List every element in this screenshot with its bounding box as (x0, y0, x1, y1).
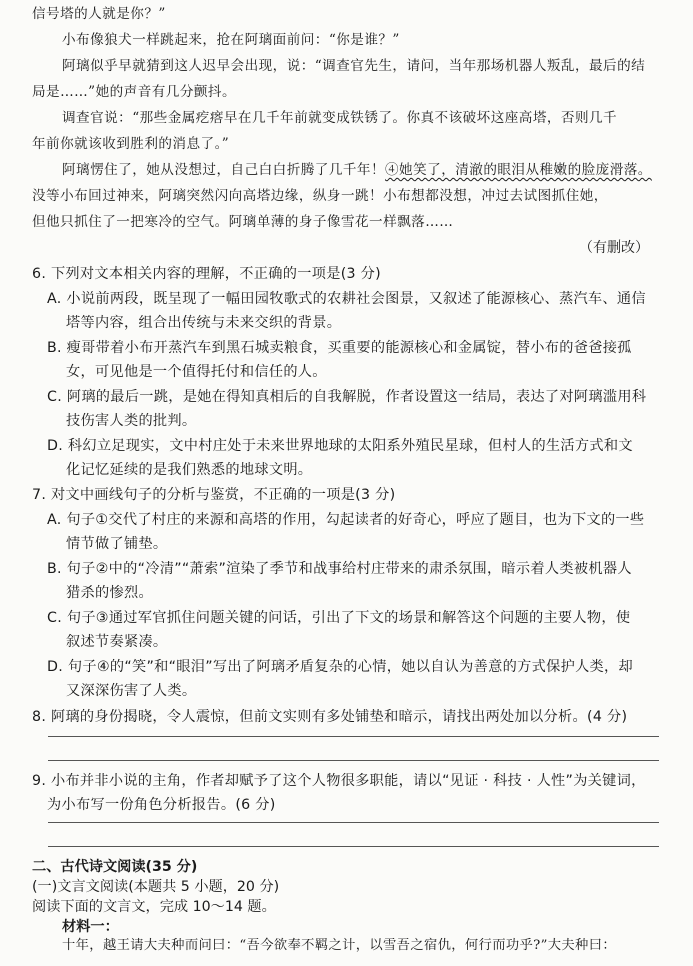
question-6-option-b: B. 瘦哥带着小布开蒸汽车到黑石城卖粮食，买重要的能源核心和金属锭，替小布的爸爸接孤 (47, 340, 632, 356)
story-line: 信号塔的人就是你？” (32, 6, 166, 22)
question-6-option-c-cont: 技伤害人类的批判。 (66, 413, 197, 429)
section-title: 二、古代诗文阅读(35 分) (32, 859, 198, 875)
classical-line: 十年，越王请大夫种而问曰：“吾今欲奉不羁之计，以雪吾之宿仇，何行而功乎?”大夫种曰： (62, 938, 617, 953)
question-8: 8. 阿璃的身份揭晓，令人震惊，但前文实则有多处铺垫和暗示，请找出两处加以分析。(4 分) (32, 709, 628, 725)
question-7-option-d: D. 句子④的“笑”和“眼泪”写出了阿璃矛盾复杂的心情，她以自认为善意的方式保护人类，却 (47, 659, 634, 675)
question-6-stem: 6. 下列对文本相关内容的理解，不正确的一项是(3 分) (32, 266, 381, 282)
question-6-option-c: C. 阿璃的最后一跳，是她在得知真相后的自我解脱，作者设置这一结局，表达了对阿璃滥用科 (47, 389, 647, 405)
question-6-option-b-cont: 女，可见他是一个值得托付和信任的人。 (66, 364, 327, 380)
question-6-option-d-cont: 化记忆延续的是我们熟悉的地球文明。 (66, 462, 313, 478)
source-note: （有删改） (579, 240, 649, 256)
question-9-cont: 为小布写一份角色分析报告。(6 分) (47, 797, 276, 813)
question-7-option-a-cont: 情节做了铺垫。 (66, 536, 168, 552)
question-7-option-b: B. 句子②中的“冷清”“萧索”渲染了季节和战事给村庄带来的肃杀氛围，暗示着人类被机器人 (47, 561, 632, 577)
story-line: 年前你就该收到胜利的消息了。” (32, 136, 230, 152)
story-line: 局是……”她的声音有几分颤抖。 (32, 84, 237, 100)
question-6-option-d: D. 科幻立足现实，文中村庄处于未来世界地球的太阳系外殖民星球，但村人的生活方式和文 (47, 438, 633, 454)
question-6-option-a: A. 小说前两段，既呈现了一幅田园牧歌式的农耕社会图景，又叙述了能源核心、蒸汽车、通信 (47, 291, 646, 307)
question-7-stem: 7. 对文中画线句子的分析与鉴赏，不正确的一项是(3 分) (32, 487, 396, 503)
section-instruction: 阅读下面的文言文，完成 10～14 题。 (32, 899, 276, 915)
story-line: 小布像狼犬一样跳起来，抢在阿璃面前问：“你是谁？” (62, 32, 400, 48)
story-line (62, 158, 662, 184)
answer-line[interactable] (48, 736, 659, 737)
story-text: 阿璃愣住了，她从没想过，自己白白折腾了几千年！ (62, 162, 386, 178)
story-line: 没等小布回过神来，阿璃突然闪向高塔边缘，纵身一跳！小布想都没想，冲过去试图抓住她， (32, 188, 608, 204)
answer-line[interactable] (48, 822, 659, 823)
material-1-label: 材料一： (62, 919, 119, 935)
question-7-option-a: A. 句子①交代了村庄的来源和高塔的作用，勾起读者的好奇心，呼应了题目，也为下文的一些 (47, 512, 645, 528)
underlined-sentence-4: ④她笑了，清澈的眼泪从稚嫩的脸庞滑落。 (385, 162, 652, 178)
story-line: 调查官说：“那些金属疙瘩早在几千年前就变成铁锈了。你真不该破坏这座高塔，否则几千 (62, 110, 618, 126)
question-7-option-d-cont: 又深深伤害了人类。 (66, 683, 197, 699)
question-7-option-b-cont: 猎杀的惨烈。 (66, 585, 153, 601)
story-line: 阿璃似乎早就猜到这人迟早会出现，说：“调查官先生，请问，当年那场机器人叛乱，最后的结 (62, 58, 646, 74)
question-7-option-c: C. 句子③通过军官抓住问题关键的问话，引出了下文的场景和解答这个问题的主要人物，使 (47, 610, 631, 626)
answer-line[interactable] (48, 760, 659, 761)
question-6-option-a-cont: 塔等内容，组合出传统与未来交织的背景。 (66, 315, 342, 331)
answer-line[interactable] (48, 846, 659, 847)
story-line: 但他只抓住了一把寒冷的空气。阿璃单薄的身子像雪花一样飘落…… (32, 214, 454, 230)
section-subtitle: (一)文言文阅读(本题共 5 小题，20 分) (32, 879, 280, 895)
question-7-option-c-cont: 叙述节奏紧凑。 (66, 634, 168, 650)
question-9: 9. 小布并非小说的主角，作者却赋予了这个人物很多职能，请以“见证 · 科技 · 人性”为关键词， (32, 773, 646, 789)
